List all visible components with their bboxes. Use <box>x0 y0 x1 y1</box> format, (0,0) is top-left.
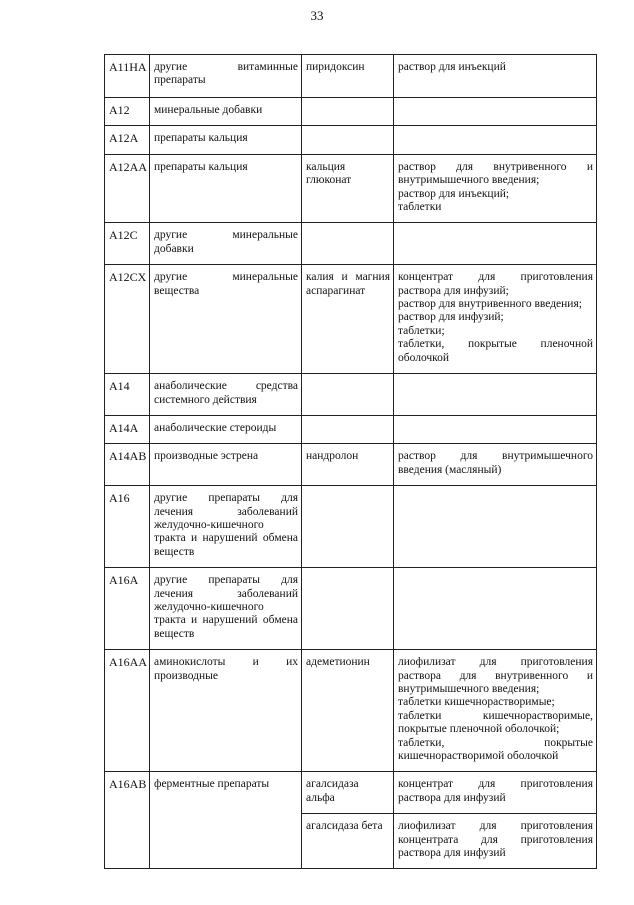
pharm-group: препараты кальция <box>150 126 302 154</box>
table-row <box>105 444 597 486</box>
table-row <box>105 486 597 568</box>
dosage-form-line: таблетки кишечнорастворимые; <box>398 696 555 709</box>
atc-code: A14 <box>105 374 150 416</box>
dosage-forms <box>394 223 597 265</box>
active-substance <box>302 223 394 265</box>
dosage-forms <box>394 772 597 814</box>
pharm-group: другие витаминные препараты <box>150 55 302 98</box>
active-substance: калия и магния аспарагинат <box>302 265 394 374</box>
drug-classification-table <box>104 54 597 869</box>
active-substance: нандролон <box>302 444 394 486</box>
dosage-forms <box>394 415 597 443</box>
atc-code: A11HA <box>105 55 150 98</box>
pharm-group: препараты кальция <box>150 154 302 223</box>
dosage-forms <box>394 374 597 416</box>
dosage-form-line: раствор для инъекций <box>398 61 506 73</box>
dosage-forms <box>394 154 597 223</box>
atc-code: A16AA <box>105 650 150 772</box>
active-substance: агалсидаза альфа <box>302 772 394 814</box>
dosage-form-line: таблетки; <box>398 324 445 337</box>
dosage-form-line: раствор для внутривенного и внутримышечного введения; <box>398 160 593 187</box>
pharm-group: аминокислоты и их производные <box>150 650 302 772</box>
table-row <box>105 223 597 265</box>
active-substance: адеметионин <box>302 650 394 772</box>
dosage-form-line: концентрат для приготовления раствора для инфузий <box>398 778 593 804</box>
pharm-group: другие минеральные вещества <box>150 265 302 374</box>
table-row <box>105 415 597 443</box>
active-substance <box>302 126 394 154</box>
active-substance <box>302 486 394 568</box>
dosage-form-line: таблетки кишечнорастворимые, покрытые пленочной оболочкой; <box>398 709 593 736</box>
pharm-group: анаболические средства системного действия <box>150 374 302 416</box>
dosage-form-line: концентрат для приготовления раствора для инфузий; <box>398 271 593 297</box>
dosage-forms <box>394 814 597 869</box>
table-row <box>105 55 597 98</box>
dosage-forms <box>394 98 597 126</box>
atc-code: A16 <box>105 486 150 568</box>
active-substance: агалсидаза бета <box>302 814 394 869</box>
dosage-forms <box>394 568 597 650</box>
dosage-form-line: таблетки, покрытые пленочной оболочкой <box>398 338 593 364</box>
atc-code: A14A <box>105 415 150 443</box>
table-row <box>105 126 597 154</box>
dosage-forms <box>394 650 597 772</box>
dosage-forms <box>394 486 597 568</box>
dosage-form-line: раствор для внутривенного введения; <box>398 298 582 311</box>
atc-code: A16A <box>105 568 150 650</box>
table-row <box>105 568 597 650</box>
dosage-form-line: раствор для внутримышечного введения (масляный) <box>398 450 593 476</box>
atc-code: A16AB <box>105 772 150 869</box>
dosage-forms <box>394 265 597 374</box>
active-substance <box>302 568 394 650</box>
table-row <box>105 374 597 416</box>
atc-code: A12C <box>105 223 150 265</box>
dosage-form-line: раствор для инъекций; <box>398 187 510 200</box>
dosage-forms <box>394 126 597 154</box>
atc-code: A12 <box>105 98 150 126</box>
atc-code: A12CX <box>105 265 150 374</box>
atc-code: A12A <box>105 126 150 154</box>
pharm-group: другие препараты для лечения заболеваний желудочно-кишечного тракта и нарушений обмена веществ <box>150 568 302 650</box>
pharm-group: ферментные препараты <box>150 772 302 869</box>
table-row <box>105 772 597 814</box>
active-substance <box>302 374 394 416</box>
atc-code: A12AA <box>105 154 150 223</box>
pharm-group: минеральные добавки <box>150 98 302 126</box>
dosage-form-line: лиофилизат для приготовления раствора для внутривенного и внутримышечного введения; <box>398 656 593 695</box>
table-row <box>105 265 597 374</box>
dosage-forms <box>394 55 597 98</box>
pharm-group: другие минеральные добавки <box>150 223 302 265</box>
dosage-form-line: раствор для инфузий; <box>398 311 504 324</box>
active-substance: кальция глюконат <box>302 154 394 223</box>
dosage-forms <box>394 444 597 486</box>
active-substance <box>302 98 394 126</box>
table-row <box>105 154 597 223</box>
dosage-form-line: лиофилизат для приготовления концентрата для приготовления раствора для инфузий <box>398 820 593 860</box>
table-row <box>105 98 597 126</box>
pharm-group: производные эстрена <box>150 444 302 486</box>
pharm-group: другие препараты для лечения заболеваний желудочно-кишечного тракта и нарушений обмена веществ <box>150 486 302 568</box>
table-row <box>105 650 597 772</box>
page-number: 33 <box>310 8 324 23</box>
atc-code: A14AB <box>105 444 150 486</box>
pharm-group: анаболические стероиды <box>150 415 302 443</box>
active-substance <box>302 415 394 443</box>
dosage-form-line: таблетки <box>398 201 442 214</box>
active-substance: пиридоксин <box>302 55 394 98</box>
dosage-form-line: таблетки, покрытые кишечнорастворимой оболочкой <box>398 736 593 763</box>
